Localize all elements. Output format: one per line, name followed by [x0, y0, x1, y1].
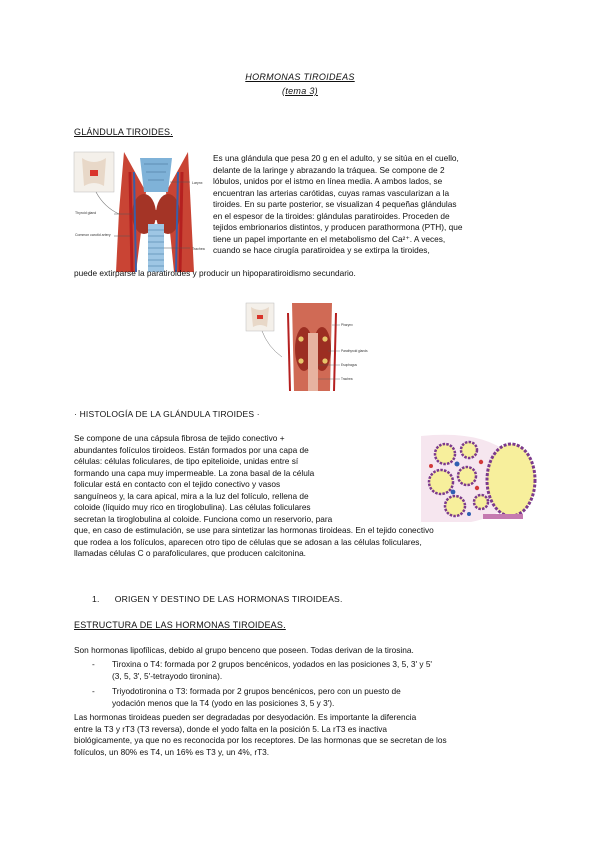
fig2-label-pharynx: Pharynx [341, 323, 353, 327]
parathyroid-figure [246, 303, 368, 391]
numbered-heading-number: 1. [92, 594, 100, 604]
fig1-label-thyroid: Thyroid gland [75, 211, 97, 215]
glandula-paragraph: Es una glándula que pesa 20 g en el adulto, y se sitúa en el cuello, delante de la laringe y abrazando la tráquea. Se compone de 2 lóbulos, unidos por el istmo en línea media. A ambos lados, se encuentran las arterias carótidas, cuyas ramas vascularizan a la tiroides. En su parte posterior, se visualizan 4 pequeñas glándulas en el espesor de la tiroides: glándulas paratiroides. Proceden de tejidos embrionarios distintos, y producen parathormona (PTH), que tiene un papel importante en el metabolismo del Ca²⁺. A veces, cuando se hace cirugía paratiroidea y se extirpa la tiroides, [213, 153, 463, 255]
section-heading-histologia: · HISTOLOGÍA DE LA GLÁNDULA TIROIDES · [74, 409, 260, 419]
fig2-label-trachea: Trachea [341, 377, 353, 381]
page-subtitle: (tema 3) [282, 86, 318, 96]
fig2-label-parathyroid: Parathyroid glands [341, 349, 368, 353]
list-item: - Triyodotironina o T3: formada por 2 grupos bencénicos, pero con un puesto de yodación menos que la T4 (yodo en las posiciones 3, 5 y 3'). [92, 686, 401, 708]
estructura-intro: Son hormonas lipofílicas, debido al grupo benceno que poseen. Todas derivan de la tirosina. [74, 645, 414, 655]
section-heading-estructura: ESTRUCTURA DE LAS HORMONAS TIROIDEAS. [74, 620, 286, 630]
bullet-dash: - [92, 686, 95, 696]
thyroid-anatomy-figure [74, 152, 206, 272]
fig1-label-trachea: Trachea [192, 247, 205, 251]
numbered-heading-text: ORIGEN Y DESTINO DE LAS HORMONAS TIROIDEAS. [114, 594, 343, 604]
list-item: - Tiroxina o T4: formada por 2 grupos bencénicos, yodados en las posiciones 3, 5, 3' y 5' (3, 5, 3', 5'-tetrayodo tironina). [92, 659, 433, 681]
page-title: HORMONAS TIROIDEAS [245, 72, 355, 82]
follicle-histology-figure [411, 432, 526, 524]
fig1-label-larynx: Larynx [192, 181, 203, 185]
histologia-paragraph: Se compone de una cápsula fibrosa de tejido conectivo + abundantes folículos tiroideos. Están formados por una capa de células: células foliculares, de tipo epitelioide, unidas entre sí formando una capa muy impermeable. La zona basal de la célula folicular está en contacto con el tejido conectivo y vasos sanguíneos y, la cara apical, mira a la luz del folículo, rellena de coloide (líquido muy rico en tiroglobulina). Las células foliculares secretan la tiroglobulina al coloide. Funciona como un reservorio, para [74, 433, 333, 524]
estructura-closing-paragraph: Las hormonas tiroideas pueden ser degradadas por desyodación. Es importante la diferencia entre la T3 y rT3 (T3 reversa), donde el yodo falta en la posición 5. La rT3 es inactiva biológicamente, ya que no es reconocida por los receptores. De las hormonas que se secretan de los folículos, un 80% es T4, un 16% es T3 y, un 4%, rT3. [74, 712, 447, 757]
histologia-paragraph-rest: que, en caso de estimulación, se use para sintetizar las hormonas tiroideas. En el tejido conectivo que rodea a los folículos, aparecen otro tipo de células que se adosan a las células foliculares, llamadas células C o parafoliculares, que producen calcitonina. [74, 525, 434, 558]
fig1-label-carotid: Common carotid artery [75, 233, 111, 237]
fig2-label-esophagus: Esophagus [341, 363, 357, 367]
numbered-heading [92, 594, 343, 604]
glandula-paragraph-last: puede extirparse la paratiroides y producir un hipoparatiroidismo secundario. [74, 268, 356, 278]
section-heading-glandula: GLÁNDULA TIROIDES. [74, 127, 173, 137]
bullet-dash: - [92, 659, 95, 669]
